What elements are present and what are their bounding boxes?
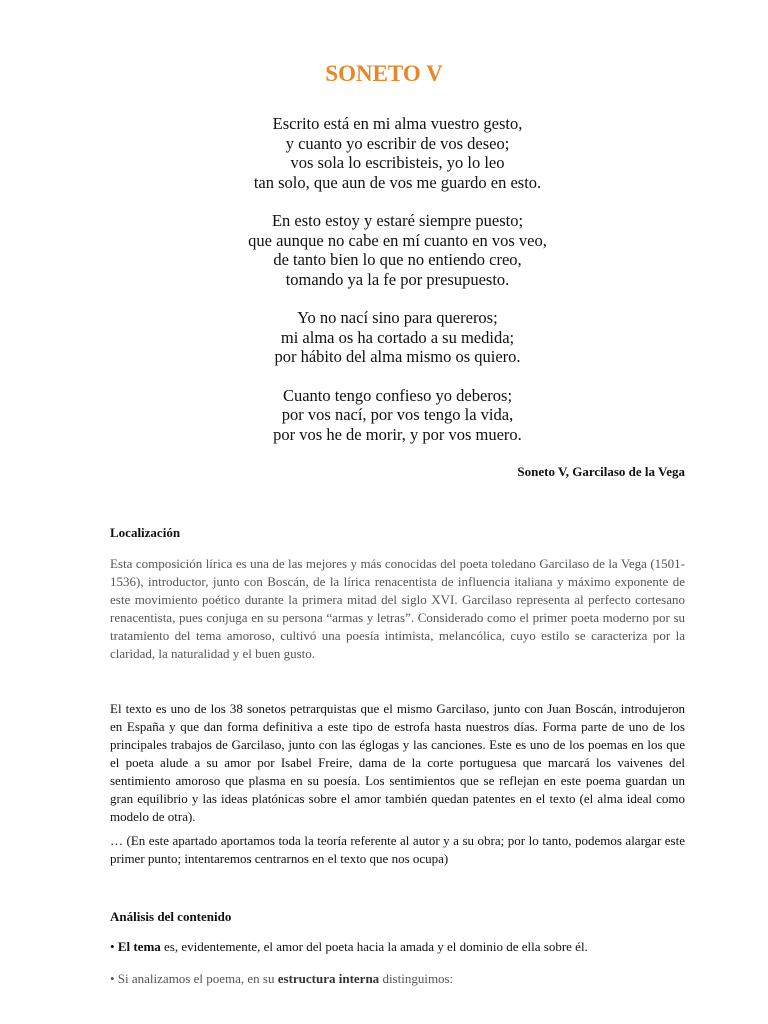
stanza-4 (0, 386, 768, 445)
verse-line: por vos he de morir, y por vos muero. (273, 424, 522, 444)
verse-line: tomando ya la fe por presupuesto. (285, 269, 510, 289)
bullet-bold-term: El tema (117, 939, 161, 954)
verse-line: tan solo, que aun de vos me guardo en esto. (253, 172, 542, 192)
poem-title: SONETO V (325, 61, 443, 86)
verse-line: Yo no nací sino para quereros; (297, 308, 498, 327)
section-heading-localizacion: Localización (110, 525, 181, 540)
poem-attribution: Soneto V, Garcilaso de la Vega (517, 464, 685, 479)
verse-line: En esto estoy y estaré siempre puesto; (271, 211, 524, 230)
bullet-prefix: • (110, 939, 118, 954)
verse-line: por hábito del alma mismo os quiero. (274, 347, 521, 366)
stanza-3 (0, 308, 768, 367)
stanza-1 (0, 114, 768, 192)
section-heading-analisis: Análisis del contenido (110, 909, 232, 924)
verse-line: Escrito está en mi alma vuestro gesto, (272, 114, 523, 133)
bullet-prefix: • Si analizamos el poema, en su (110, 971, 278, 986)
verse-line: que aunque no cabe en mí cuanto en vos veo, (248, 230, 547, 250)
paragraph-sonnet-context: El texto es uno de los 38 sonetos petrarquistas que el mismo Garcilaso, junto con Juan Boscán, introdujeron en España y que dan forma definitiva a este tipo de estrofa hasta nuestros días. Forma parte de uno de los principales trabajos de Garcilaso, junto con las églogas y las canciones. Este es uno de los poemas en los que el poeta alude a su amor por Isabel Freire, dama de la corte portuguesa que marcará los vaivenes del sentimiento amoroso que plasma en su poesía. Los sentimientos que se reflejan en este poema guardan un gran equilibrio y las ideas platónicas sobre el amor también quedan patentes en el texto (el alma ideal como modelo de otra). (110, 701, 685, 824)
stanza-2 (0, 211, 768, 289)
bullet-text: distinguimos: (379, 971, 454, 986)
bullet-estructura (110, 970, 685, 988)
paragraph-author-context: Esta composición lírica es una de las mejores y más conocidas del poeta toledano Garcilaso de la Vega (1501-1536), introductor, junto con Boscán, de la lírica renacentista de influencia italiana y máximo exponente de este movimiento poético durante la primera mitad del siglo XVI. Garcilaso representa al perfecto cortesano renacentista, pues conjuga en su persona “armas y letras”. Considerado como el primer poeta moderno por su tratamiento del tema amoroso, cultivó una poesía intimista, melancólica, cuyo estilo se caracteriza por la claridad, la naturalidad y el buen gusto. (110, 556, 685, 661)
verse-line: por vos nací, por vos tengo la vida, (281, 405, 514, 424)
verse-line: Cuanto tengo confieso yo deberos; (282, 385, 513, 405)
verse-line: y cuanto yo escribir de vos deseo; (285, 133, 510, 153)
verse-line: vos sola lo escribisteis, yo lo leo (290, 153, 505, 172)
verse-line: mi alma os ha cortado a su medida; (280, 327, 515, 347)
bullet-bold-term: estructura interna (277, 971, 380, 986)
paragraph-note: … (En este apartado aportamos toda la teoría referente al autor y a su obra; por lo tanto, podemos alargar este primer punto; intentaremos centrarnos en el texto que nos ocupa) (110, 833, 685, 866)
bullet-tema (110, 938, 685, 956)
bullet-text: es, evidentemente, el amor del poeta hacia la amada y el dominio de ella sobre él. (160, 939, 588, 954)
verse-line: de tanto bien lo que no entiendo creo, (273, 250, 522, 269)
poem-body (0, 114, 768, 463)
